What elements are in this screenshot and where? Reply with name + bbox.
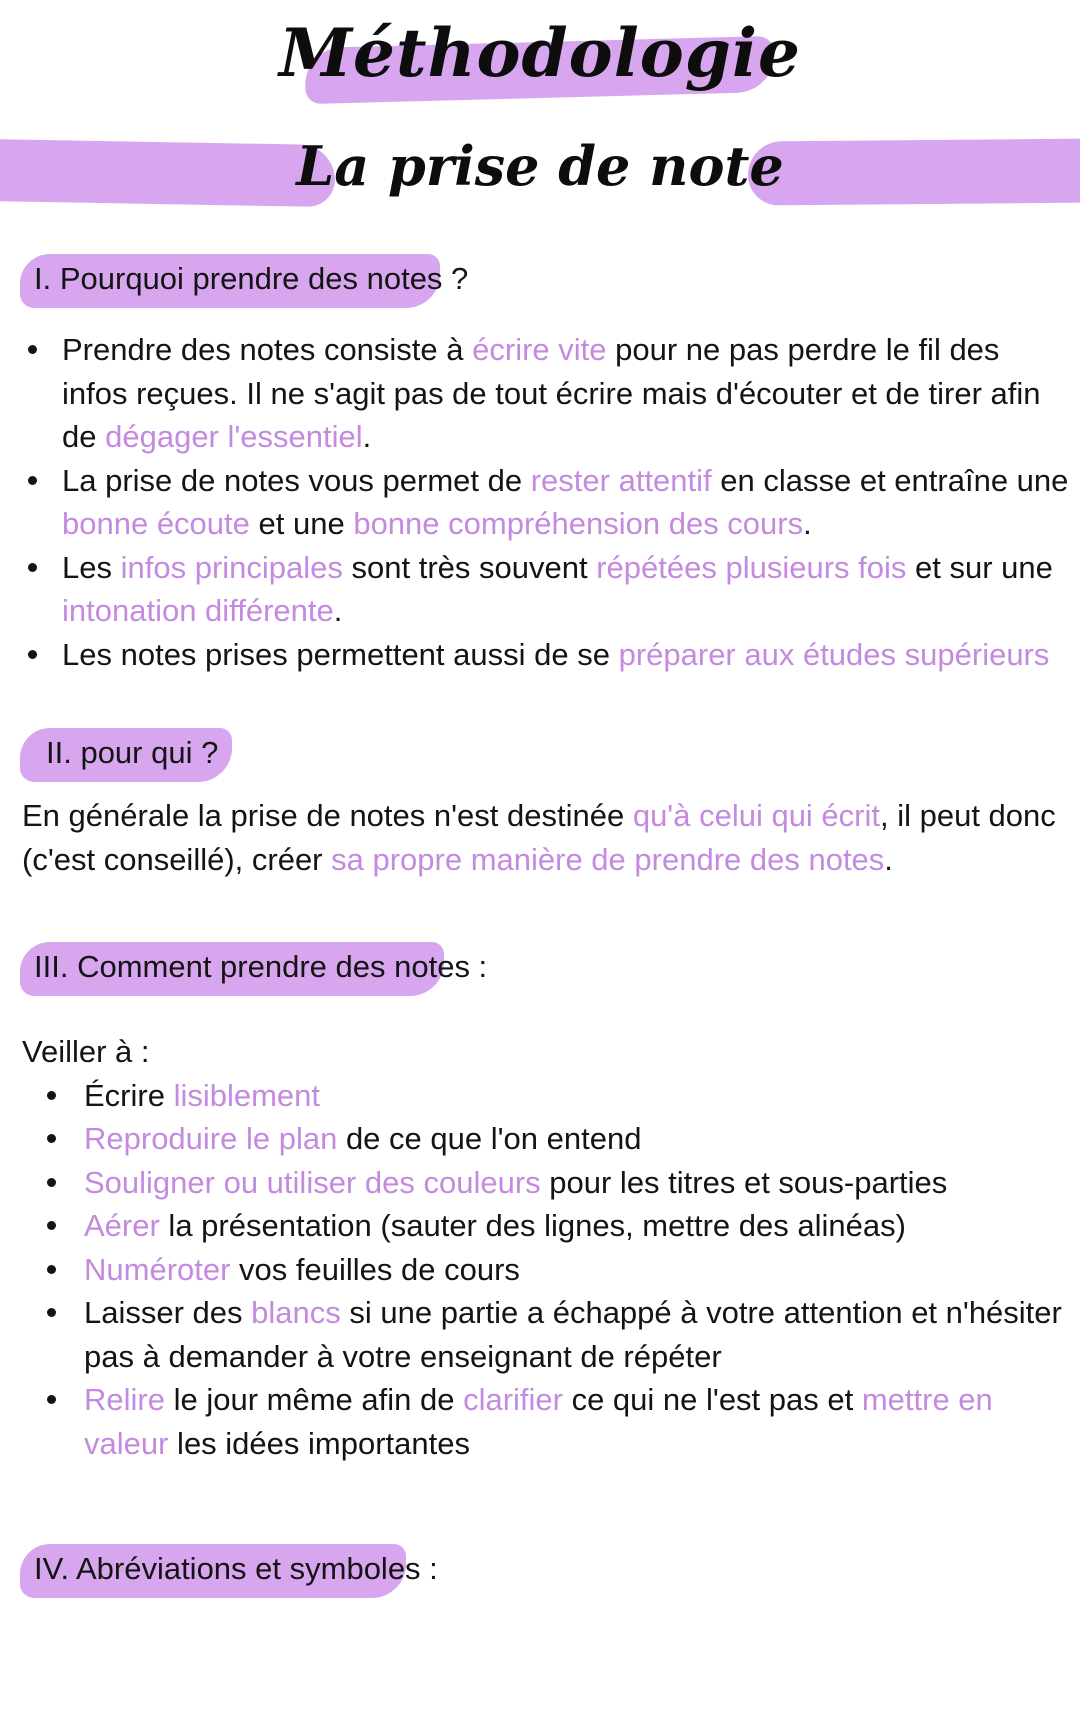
list-item: Écrire lisiblement [0,1074,1080,1118]
section-3-heading [20,936,487,998]
section-3-list [0,1074,1080,1466]
list-item: Les notes prises permettent aussi de se préparer aux études supérieurs [0,633,1080,677]
list-item: Prendre des notes consiste à écrire vite pour ne pas perdre le fil des infos reçues. Il ne s'agit pas de tout écrire mais d'écouter et de tirer afin de dégager l'essentiel. [0,328,1080,459]
section-2-heading [20,722,218,784]
list-item: Les infos principales sont très souvent répétées plusieurs fois et sur une intonation différente. [0,546,1080,633]
list-item: Aérer la présentation (sauter des lignes, mettre des alinéas) [0,1204,1080,1248]
section-1-body [0,328,1080,676]
section-2-paragraph: En générale la prise de notes n'est destinée qu'à celui qui écrit, il peut donc (c'est conseillé), créer sa propre manière de prendre des notes. [22,798,1056,877]
section-3-body [0,1030,1080,1465]
section-1-list [0,328,1080,676]
title-banner [0,0,1080,230]
section-2-title: II. pour qui ? [46,735,219,770]
section-2-body [0,794,1080,881]
section-4-heading [20,1538,438,1600]
section-4-title: IV. Abréviations et symboles : [34,1551,438,1586]
section-3-title: III. Comment prendre des notes : [34,949,488,984]
list-item: Souligner ou utiliser des couleurs pour les titres et sous-parties [0,1161,1080,1205]
section-1-title: I. Pourquoi prendre des notes ? [34,261,469,296]
list-item: La prise de notes vous permet de rester attentif en classe et entraîne une bonne écoute et une bonne compréhension des cours. [0,459,1080,546]
list-item: Numéroter vos feuilles de cours [0,1248,1080,1292]
section-3-intro: Veiller à : [22,1034,150,1069]
section-1-heading [20,248,468,310]
list-item: Laisser des blancs si une partie a échappé à votre attention et n'hésiter pas à demander à votre enseignant de répéter [0,1291,1080,1378]
page-title: Méthodologie [278,14,802,92]
list-item: Reproduire le plan de ce que l'on entend [0,1117,1080,1161]
list-item: Relire le jour même afin de clarifier ce qui ne l'est pas et mettre en valeur les idées importantes [0,1378,1080,1465]
page-subtitle: La prise de note [296,134,784,198]
